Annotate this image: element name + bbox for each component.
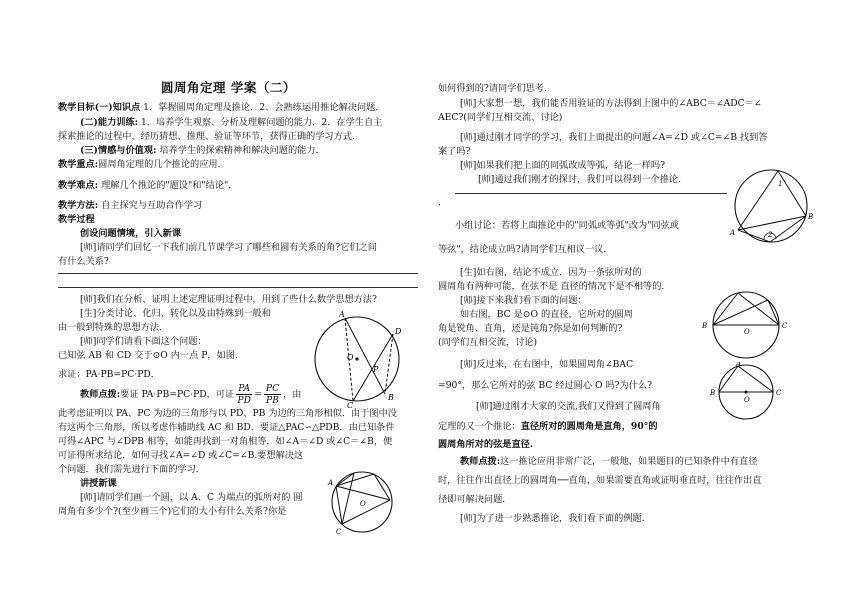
fig2-label-c: C xyxy=(336,528,342,536)
fig3-label-1: 1 xyxy=(778,180,783,188)
hint-post: ，由 xyxy=(283,389,302,400)
frac2-num: PC xyxy=(265,383,280,394)
figure-equal-arcs xyxy=(726,166,818,246)
fig1-label-p: P xyxy=(373,365,379,374)
fig4-label-b: B xyxy=(702,322,708,330)
emotion-goal xyxy=(80,144,318,158)
figure-intersecting-chords xyxy=(305,306,415,408)
left-line-9: 此考虑证明以 PA、PC 为边的三角形与以 PD、PB 为边的三角形相似．由于图中没 xyxy=(58,408,397,419)
right-line-21: 圆周角所对的弦是直径. xyxy=(438,439,534,450)
new-lesson-heading: 讲授新课 xyxy=(80,478,117,489)
difficulty xyxy=(58,179,237,193)
ability-text: 1．培养学生观察、分析及理解问题的能力．2．在学生自主 xyxy=(140,117,383,128)
answer-line-1 xyxy=(58,273,418,274)
fig4-label-o: O xyxy=(744,328,750,336)
left-line-14: [师]请同学们画一个圆，以 A、C 为端点的弧所对的 圆 xyxy=(80,492,303,503)
right-line-9: 小组讨论：若将上面推论中的"同弧或等弧"改为"同弦或 xyxy=(455,220,679,231)
left-line-10: 有这两个三角形，所以考虑作辅助线 AC 和 BD．要证△PAC∽△PDB．由已知条件 xyxy=(58,422,395,433)
corollary-text: 直径所对的圆周角是直角，90°的 xyxy=(520,421,658,432)
right-line-24: 径即可解决问题. xyxy=(438,494,506,505)
right-line-17: [师]反过来，在右图中，如果圆周角∠BAC xyxy=(460,359,634,370)
figure-arc-inscribed-angles xyxy=(322,464,404,538)
ability-text-2: 探索推论的过程中，经历猜想、推理、验证等环节，获得正确的学习方式． xyxy=(58,131,362,142)
left-line-7: 已知弦 AB 和 CD 交于⊙O 内一点 P，如图． xyxy=(58,350,245,361)
fig1-label-c: C xyxy=(347,401,354,408)
right-line-7: [师]通过我们刚才的探讨，我们可以得到一个推论． xyxy=(478,174,688,185)
right-hint-text: 这一推论应用非常广泛，一般地，如果题目的已知条件中有直径 xyxy=(500,456,758,467)
left-line-12: 可证得所求结论．如何寻找∠A=∠D 或∠C=∠B.要想解决这 xyxy=(58,450,304,461)
fig5-label-o: O xyxy=(744,396,750,404)
right-line-19: [师]通过刚才大家的交流,我们又得到了圆周角 xyxy=(476,401,661,412)
right-line-2: [师]大家想一想，我们能否用验证的方法得到上图中的∠ABC＝∠ADC＝∠ xyxy=(460,98,762,109)
hint-label: 教师点拨: xyxy=(80,389,121,400)
left-line-3: [师]我们在分析、证明上述定理证明过程中，用到了些什么数学思想方法? xyxy=(80,294,377,305)
key-label: 教学重点: xyxy=(58,159,99,170)
method-label: 教学方法: xyxy=(58,200,99,211)
process-heading: 教学过程 xyxy=(58,214,95,225)
right-line-1: 如何得到的?请同学们思考． xyxy=(438,83,554,94)
fig2-label-a: A xyxy=(328,479,334,487)
fig1-label-o: O xyxy=(347,353,354,362)
fig3-label-a: A xyxy=(730,229,736,237)
right-line-16: (同学们互相交流，讨论) xyxy=(438,337,538,348)
ability-label: (二)能力训练: xyxy=(80,117,139,128)
fig1-label-a: A xyxy=(339,310,345,319)
right-line-18: =90°，那么它所对的弦 BC 经过圆心 O 吗?为什么? xyxy=(438,380,652,391)
emotion-text: 培养学生的探索精神和解决问题的能力. xyxy=(159,145,319,156)
fig2-label-o: O xyxy=(360,500,366,508)
left-line-6: [师]同学们请看下面这个问题： xyxy=(80,336,207,347)
fraction-pa-pd xyxy=(236,383,252,406)
left-line-15: 周角有多少个?(至少画三个)它们的大小有什么关系?你是 xyxy=(58,506,287,517)
frac2-den: PB xyxy=(266,395,279,406)
corollary-intro: 定理的又一个推论： xyxy=(438,421,521,432)
left-line-5: 由一般到特殊的思想方法． xyxy=(58,322,169,333)
answer-line-3 xyxy=(455,193,727,194)
right-line-10: 等弦"，结论成立吗?请同学们互相议一议． xyxy=(438,244,613,255)
right-line-13: [师]接下来我们看下面的问题： xyxy=(460,295,587,306)
right-line-25: [师]为了进一步熟悉推论，我们看下面的例题. xyxy=(460,513,645,524)
ability-goal xyxy=(80,116,382,130)
left-line-1: [师]请同学们回忆一下我们前几节课学习了哪些和圆有关系的角?它们之间 xyxy=(80,242,377,253)
right-line-20 xyxy=(438,420,658,434)
hint-line xyxy=(80,383,302,406)
key-text: 圆周角定理的几个推论的应用． xyxy=(98,159,227,170)
hint-pre: 要证 PA·PB=PC·PD，可证 xyxy=(120,389,235,400)
frac1-den: PD xyxy=(237,395,251,406)
left-line-11: 可得∠APC 与∠DPB 相等，如能再找到一对角相等．如∠A＝∠D 或∠C＝∠B，便 xyxy=(58,436,393,447)
left-line-4: [生]分类讨论、化归、转化以及由特殊到一般和 xyxy=(80,308,271,319)
fig5-label-b: B xyxy=(710,389,716,397)
method-text: 自主探究与互助合作学习 xyxy=(101,200,203,211)
key-point xyxy=(58,158,227,172)
goal-text: 1．掌握圆周角定理及推论．2、会熟练运用推论解决问题． xyxy=(143,102,385,113)
right-line-11: [生]如右图，结论不成立．因为一条弦所对的 xyxy=(460,267,642,278)
scene-heading: 创设问题情境，引入新课 xyxy=(80,228,182,239)
figure-right-angle xyxy=(698,362,800,426)
right-line-5: 案了吗? xyxy=(438,146,471,157)
fig5-label-c: C xyxy=(776,389,782,397)
teaching-goal xyxy=(58,101,385,115)
figure-diameter-angles xyxy=(690,276,808,362)
goal-label: 教学目标(一)知识点 xyxy=(58,102,141,113)
page-title: 圆周角定理 学案（二） xyxy=(161,80,296,95)
right-hint-label: 教师点拨: xyxy=(460,456,501,467)
left-line-8: 求证：PA·PB=PC·PD． xyxy=(58,369,160,380)
method xyxy=(58,199,202,213)
fig1-label-b: B xyxy=(388,393,394,402)
right-line-8: ． xyxy=(438,197,448,208)
right-line-4: [师]通过刚才同学的学习，我们上面提出的问题∠A=∠D 或∠C=∠B 找到答 xyxy=(460,132,768,143)
right-hint-line xyxy=(460,455,757,469)
right-line-3: AEC?(同学们互相交流、讨论) xyxy=(438,112,563,123)
frac-eq: = xyxy=(254,389,262,400)
fraction-pc-pb xyxy=(264,383,281,406)
fig3-label-2: 2 xyxy=(768,231,773,239)
diff-label: 教学难点: xyxy=(58,180,99,191)
right-line-6: [师]如果我们把上面的同弧改成等弧，结论一样吗? xyxy=(460,160,666,171)
emotion-label: (三)情感与价值观: xyxy=(80,145,157,156)
right-line-12: 圆周角有两种可能，在弦不是 直径的情况下是不相等的. xyxy=(438,281,665,292)
answer-line-2 xyxy=(58,287,418,288)
fig3-label-b: B xyxy=(808,213,814,221)
right-line-14: 如右图，BC 是⊙O 的直径，它所对的圆周 xyxy=(460,309,633,320)
left-line-13: 个问题．我们需先进行下面的学习． xyxy=(58,464,205,475)
left-line-2: 有什么关系? xyxy=(58,256,109,267)
diff-text: 理解几个推论的"题设"和"结论"． xyxy=(101,180,238,191)
fig1-label-d: D xyxy=(395,327,402,336)
right-line-15: 角是锐角、直角，还是钝角?你是如何判断的? xyxy=(438,323,623,334)
fig4-label-c: C xyxy=(782,322,788,330)
fig5-label-a: A xyxy=(736,362,742,368)
frac1-num: PA xyxy=(238,383,251,394)
right-line-23: 时，往往作出直径上的圆周角──直角，如果需要直角或证明垂直时，往往作出直 xyxy=(438,475,762,486)
